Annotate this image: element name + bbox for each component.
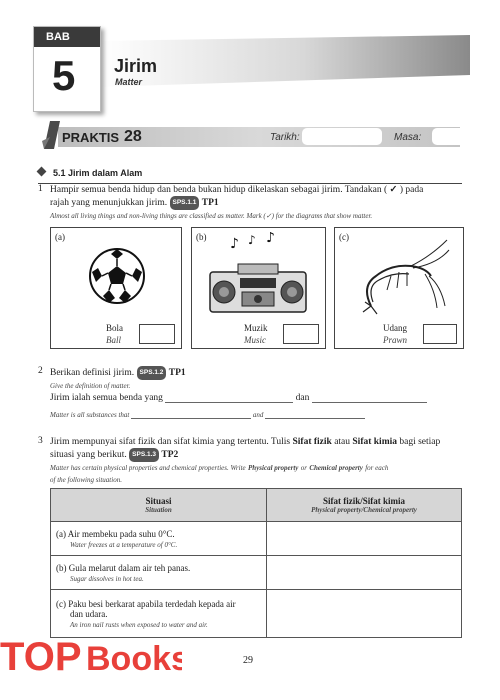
q1-item-a: [50, 227, 182, 349]
row-letter: (a): [56, 528, 66, 539]
svg-text:♪: ♪: [230, 236, 239, 250]
practice-label: PRAKTIS: [62, 130, 120, 145]
q1-text-line1: Hampir semua benda hidup dan benda bukan hidup dikelaskan sebagai jirim. Tandakan (: [50, 185, 388, 195]
q2-fill-en-mid: and: [252, 411, 264, 419]
q3-english-part2: or: [300, 464, 307, 472]
q2-english: Give the definition of matter.: [50, 382, 131, 390]
row-en: Sugar dissolves in hot tea.: [70, 574, 144, 583]
answer-cell-b[interactable]: [267, 556, 462, 590]
q3-part3: bagi setiap: [399, 437, 441, 447]
q3-number: 3: [38, 436, 43, 446]
q3-english-part1: Matter has certain physical properties and chemical properties. Write: [50, 464, 246, 472]
header-property-en: Physical property/Chemical property: [311, 506, 417, 514]
q1-text-line2: rajah yang menunjukkan jirim.: [50, 198, 168, 208]
row-letter: (b): [56, 562, 67, 573]
date-label: Tarikh:: [270, 132, 300, 143]
q1-text: [50, 184, 470, 222]
item-label-en: Ball: [106, 335, 121, 345]
item-label: Muzik: [244, 323, 268, 333]
item-label: Udang: [383, 323, 407, 333]
table-header-property: [267, 489, 462, 522]
q3-english-part3: for each: [365, 464, 389, 472]
watermark-logo: [0, 626, 182, 682]
svg-text:♪: ♪: [266, 232, 275, 246]
q2-fill-mid: dan: [295, 393, 310, 403]
soccer-ball-icon: [87, 246, 147, 306]
situation-cell: [51, 556, 267, 590]
chapter-title: Jirim: [114, 56, 158, 76]
q3-sps-tag: SPS.1.3: [129, 448, 159, 462]
q2-sps-tag: SPS.1.2: [137, 366, 167, 380]
chapter-number-box: [33, 26, 101, 112]
q1-english: Almost all living things and non-living things are classified as matter. Mark (✓) for the diagrams that show matter.: [50, 212, 373, 220]
q2-fill-en: [50, 411, 365, 419]
page-number: 29: [243, 655, 253, 666]
radio-music-icon: [208, 262, 308, 314]
q3-line2: situasi yang berikut.: [50, 450, 127, 460]
q2-blank-en-1[interactable]: [131, 418, 251, 419]
q2-fill-en-start: Matter is all substances that: [50, 411, 130, 419]
q2-question: Berikan definisi jirim.: [50, 368, 135, 378]
q2-tp: TP1: [168, 368, 186, 378]
answer-cell-a[interactable]: [267, 522, 462, 556]
q2-blank-1[interactable]: [165, 402, 293, 403]
svg-text:TOP: TOP: [0, 635, 82, 679]
item-label: Bola: [106, 323, 123, 333]
practice-bar: [40, 124, 462, 150]
q3-english-bold1: Physical property: [248, 464, 299, 472]
row-letter: (c): [56, 598, 66, 609]
table-row: [51, 556, 462, 590]
prawn-icon: [351, 236, 451, 316]
section-marker-icon: [37, 167, 47, 177]
q3-part1: Jirim mempunyai sifat fizik dan sifat kimia yang tertentu. Tulis: [50, 437, 291, 447]
q1-check-glyph: ✓: [389, 185, 398, 195]
period-field[interactable]: [432, 128, 500, 145]
period-label: Masa:: [394, 132, 422, 143]
bab-label-strip: [34, 27, 100, 47]
q1-number: 1: [38, 184, 43, 194]
q3-text: [50, 436, 470, 486]
situation-cell: [51, 522, 267, 556]
header-situation-en: Situation: [145, 506, 172, 514]
item-letter: (b): [196, 232, 207, 242]
check-box-b[interactable]: [283, 324, 319, 344]
pencil-icon: [40, 119, 64, 151]
svg-text:Books: Books: [86, 640, 182, 678]
item-label-en: Prawn: [383, 335, 408, 345]
q2-fill-start: Jirim ialah semua benda yang: [50, 393, 163, 403]
practice-number: 28: [124, 128, 142, 145]
header-sifat: Sifat fizik/Sifat kimia: [322, 496, 405, 506]
header-situasi: Situasi: [145, 496, 172, 506]
row-bm: Air membeku pada suhu 0°C.: [67, 528, 175, 539]
check-box-a[interactable]: [139, 324, 175, 344]
item-letter: (c): [339, 232, 349, 242]
item-label-en: Music: [244, 335, 266, 345]
music-notes-icon: [228, 232, 288, 250]
q3-english-bold2: Chemical property: [309, 464, 363, 472]
situation-table: [50, 488, 462, 638]
bab-label: BAB: [46, 31, 70, 43]
q1-text-line1b: ) pada: [399, 185, 424, 195]
row-bm: Gula melarut dalam air teh panas.: [68, 562, 191, 573]
row-bm: Paku besi berkarat apabila terdedah kepada air: [68, 598, 236, 609]
q3-english-line2: of the following situation.: [50, 476, 122, 484]
row-en: Water freezes at a temperature of 0°C.: [70, 540, 178, 549]
q1-sps-tag: SPS.1.1: [170, 196, 200, 210]
table-row: [51, 522, 462, 556]
q3-bold2: Sifat kimia: [352, 437, 397, 447]
q1-item-c: [334, 227, 464, 349]
answer-cell-c[interactable]: [267, 590, 462, 638]
q3-bold1: Sifat fizik: [292, 437, 332, 447]
q2-text: [50, 366, 186, 392]
q2-number: 2: [38, 366, 43, 376]
svg-text:♪: ♪: [248, 233, 256, 247]
date-field[interactable]: [302, 128, 382, 145]
chapter-subtitle: Matter: [115, 77, 143, 87]
q1-tp: TP1: [201, 198, 219, 208]
q3-part2: atau: [334, 437, 351, 447]
q2-blank-en-2[interactable]: [265, 418, 365, 419]
q3-tp: TP2: [161, 450, 179, 460]
section-title: 5.1 Jirim dalam Alam: [53, 168, 143, 178]
item-letter: (a): [55, 232, 65, 242]
q1-item-b: [191, 227, 326, 349]
q2-fill-bm: [50, 393, 427, 403]
topbooks-logo-icon: [0, 626, 182, 682]
chapter-number: 5: [52, 52, 76, 99]
row-bm2: dan udara.: [70, 608, 108, 619]
section-heading: [38, 163, 462, 184]
q2-blank-2[interactable]: [312, 402, 427, 403]
check-box-c[interactable]: [423, 324, 457, 344]
table-header-situation: [51, 489, 267, 522]
row-en: An iron nail rusts when exposed to water and air.: [70, 620, 208, 629]
